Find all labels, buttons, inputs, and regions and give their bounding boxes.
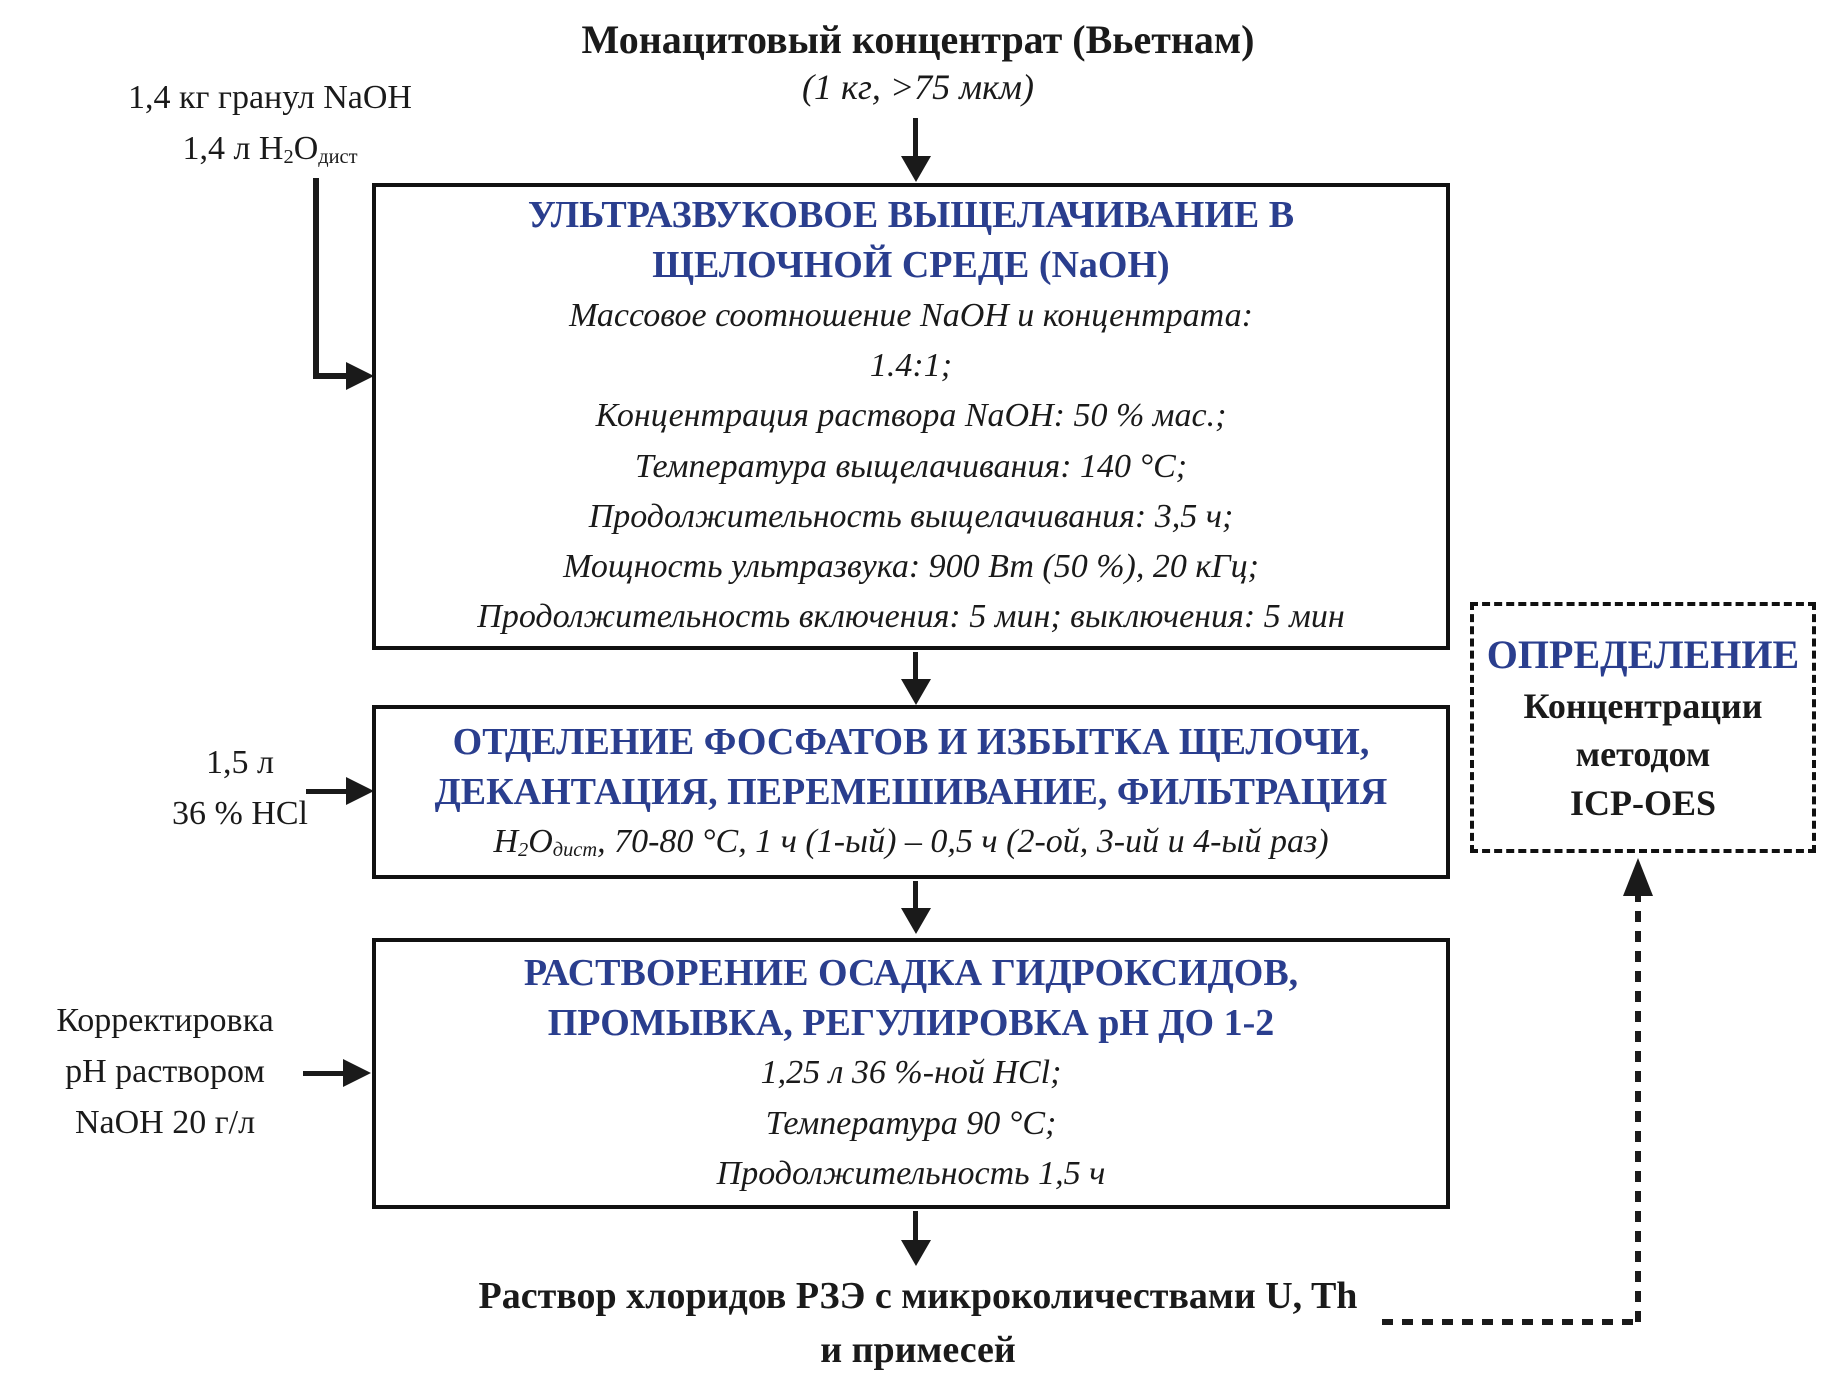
dissolution-title-line1: РАСТВОРЕНИЕ ОСАДКА ГИДРОКСИДОВ, [523,951,1299,994]
leaching-param: Мощность ультразвука: 900 Вт (50 %), 20 кГц; [563,548,1259,586]
input-naoh-line1: 1,4 кг гранул NaOH [128,79,412,116]
icp-line3: методом [1575,734,1711,775]
arrow-hcl-to-separation-line [306,789,348,794]
input-ph-line2: pH раствором [65,1053,265,1090]
input-ph-line3: NaOH 20 г/л [74,1104,256,1141]
icp-line4: ICP-OES [1569,782,1717,823]
input-hcl-line2: 36 % HCl [172,795,308,832]
arrow-leaching-to-separation-head [901,679,931,705]
dissolution-param: Температура 90 °C; [765,1104,1057,1142]
input-hcl-line1: 1,5 л [206,744,274,781]
arrow-dissolution-to-output-line [913,1211,918,1243]
arrow-dissolution-to-output-head [901,1240,931,1266]
leaching-param: Концентрация раствора NaOH: 50 % мас.; [595,397,1227,435]
output-text [0,1270,1836,1378]
arrow-output-to-icp [1370,848,1670,1338]
icp-determination-box [1470,602,1816,853]
process-box-leaching [372,183,1450,650]
icp-line2: Концентрации [1523,685,1763,726]
arrow-separation-to-dissolution-head [901,908,931,934]
input-naoh-line2: 1,4 л H2Oдист [182,130,358,169]
arrow-leaching-to-separation-line [913,652,918,682]
arrow-hcl-to-separation-head [346,777,374,805]
icp-title: ОПРЕДЕЛЕНИЕ [1486,631,1800,677]
process-box-dissolution [372,938,1450,1209]
arrow-title-to-leaching-line [913,118,918,160]
arrow-ph-to-dissolution-head [343,1059,371,1087]
leaching-title-line2: ЩЕЛОЧНОЙ СРЕДЕ (NaOH) [652,244,1170,287]
leaching-title-line1: УЛЬТРАЗВУКОВОЕ ВЫЩЕЛАЧИВАНИЕ В [527,194,1295,237]
input-hcl-label [120,737,360,839]
leaching-param: Температура выщелачивания: 140 °C; [634,447,1188,485]
arrow-ph-to-dissolution-line [303,1071,345,1076]
leaching-param: Массовое соотношение NaOH и концентрата: [569,296,1253,334]
output-line1: Раствор хлоридов РЗЭ с микроколичествами U, Th [478,1275,1358,1317]
dissolution-param: 1,25 л 36 %-ной HCl; [760,1054,1062,1092]
output-line2: и примесей [820,1328,1016,1371]
leaching-param: Продолжительность выщелачивания: 3,5 ч; [588,497,1234,535]
separation-param: H2Oдист, 70-80 °C, 1 ч (1-ый) – 0,5 ч (2-ой, 3-ий и 4-ый раз) [493,823,1329,862]
separation-title-line2: ДЕКАНТАЦИЯ, ПЕРЕМЕШИВАНИЕ, ФИЛЬТРАЦИЯ [434,770,1388,813]
page-subtitle: (1 кг, >75 мкм) [802,67,1034,107]
arrow-separation-to-dissolution-line [913,881,918,911]
input-ph-label [25,995,305,1148]
leaching-param: Продолжительность включения: 5 мин; выключения: 5 мин [477,598,1345,636]
input-naoh-label [60,72,480,174]
input-ph-line1: Корректировка [56,1002,274,1039]
leaching-param: 1.4:1; [869,346,953,384]
process-box-separation [372,705,1450,879]
dissolution-param: Продолжительность 1,5 ч [716,1154,1106,1192]
separation-title-line1: ОТДЕЛЕНИЕ ФОСФАТОВ И ИЗБЫТКА ЩЕЛОЧИ, [452,720,1370,763]
arrow-title-to-leaching-head [901,156,931,182]
dissolution-title-line2: ПРОМЫВКА, РЕГУЛИРОВКА pH ДО 1-2 [547,1002,1275,1045]
page-title: Монацитовый концентрат (Вьетнам) [581,17,1255,62]
